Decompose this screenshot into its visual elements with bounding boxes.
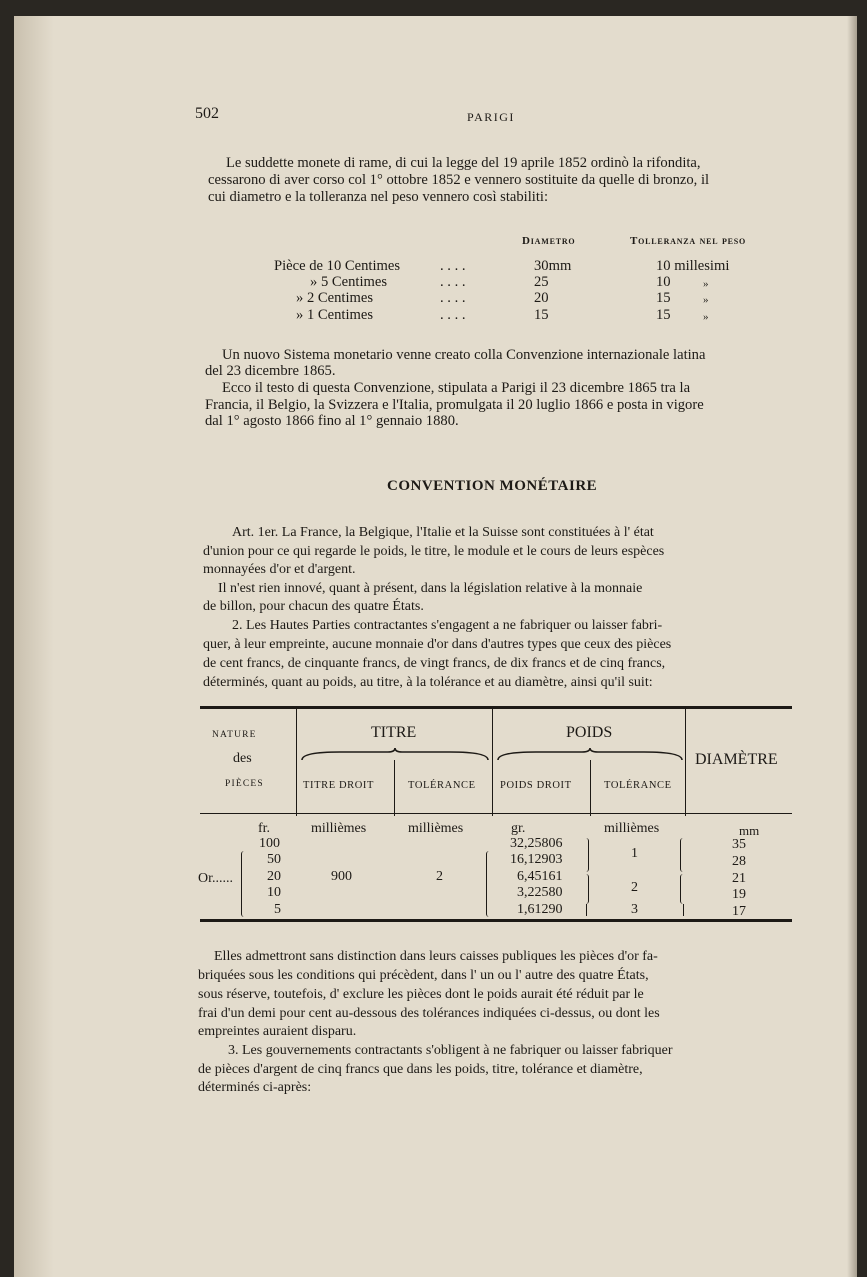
poids-droit-value: 3,22580 xyxy=(517,885,563,900)
poids-droit-value: 16,12903 xyxy=(510,852,563,867)
header-nature: NATURE xyxy=(212,730,257,740)
ditto-mark: » xyxy=(703,311,709,323)
bronze-row-diam: 15 xyxy=(534,307,549,323)
header-titre-droit: TITRE DROIT xyxy=(303,780,375,791)
header-poids-droit: POIDS DROIT xyxy=(500,780,572,791)
tolerance-poids-value: 1 xyxy=(631,846,638,861)
poids-droit-value: 6,45161 xyxy=(517,869,563,884)
header-tolerance-poids: TOLÉRANCE xyxy=(604,780,672,791)
art1-line-8: de cent francs, de cinquante francs, de vingt francs, de dix francs et de cinq francs, xyxy=(203,656,666,671)
bronze-row-label: » 2 Centimes xyxy=(296,290,374,306)
after-line-6: 3. Les gouvernements contractants s'obligent à ne fabriquer ou laisser fabriquer xyxy=(228,1043,673,1058)
bronze-row-label: » 1 Centimes xyxy=(296,307,374,323)
face-value: 50 xyxy=(267,852,281,867)
tol-brace xyxy=(680,874,683,904)
bronze-row-label: » 5 Centimes xyxy=(310,274,388,290)
header-des: des xyxy=(233,751,252,766)
table-divider xyxy=(296,709,297,816)
bronze-row-dots: . . . . xyxy=(440,290,466,306)
bronze-row-dots: . . . . xyxy=(440,307,466,323)
col-tolleranza: Tolleranza nel peso xyxy=(630,235,747,247)
bronze-row-label: Pièce de 10 Centimes xyxy=(274,258,401,274)
intro-line-1: Le suddette monete di rame, di cui la legge del 19 aprile 1852 ordinò la rifondita, xyxy=(226,155,701,171)
face-value: 5 xyxy=(274,902,281,917)
art1-line-2: d'union pour ce qui regarde le poids, le titre, le module et le cours de leurs espèces xyxy=(203,544,665,559)
face-value: 100 xyxy=(259,836,280,851)
art1-line-3: monnayées d'or et d'argent. xyxy=(203,562,356,577)
after-line-2: briquées sous les conditions qui précèdent, dans l' un ou l' autre des quatre États, xyxy=(198,968,649,983)
rows-brace xyxy=(241,851,244,917)
table-divider xyxy=(590,760,591,816)
face-value: 20 xyxy=(267,869,281,884)
table-header-rule xyxy=(200,813,792,814)
tolerance-poids-value: 2 xyxy=(631,880,638,895)
diametre-value: 35 xyxy=(732,837,746,852)
col-diametro: Diametro xyxy=(522,235,576,247)
titre-brace-icon xyxy=(300,748,490,762)
titre-droit-value: 900 xyxy=(331,869,352,884)
poids-brace-icon xyxy=(496,748,684,762)
bronze-row-dots: . . . . xyxy=(440,274,466,290)
table-bottom-rule xyxy=(200,919,792,922)
table-top-rule xyxy=(200,706,792,709)
after-line-7: de pièces d'argent de cinq francs que dans les poids, titre, tolérance et diamètre, xyxy=(198,1062,643,1077)
diametre-value: 17 xyxy=(732,904,746,919)
art1-line-7: quer, à leur empreinte, aucune monnaie d'or dans d'autres types que ceux des pièces xyxy=(203,637,672,652)
page-number: 502 xyxy=(195,105,219,122)
header-poids: POIDS xyxy=(566,724,613,741)
poids-droit-value: 32,25806 xyxy=(510,836,563,851)
unit-milliemes: millièmes xyxy=(311,821,367,836)
bronze-row-diam: 20 xyxy=(534,290,549,306)
table-divider xyxy=(394,760,395,816)
tol-brace xyxy=(586,838,589,872)
diametre-value: 19 xyxy=(732,887,746,902)
art1-line-1: Art. 1er. La France, la Belgique, l'Italie et la Suisse sont constituées à l' état xyxy=(232,525,654,540)
tol-brace xyxy=(586,874,589,904)
after-line-1: Elles admettront sans distinction dans leurs caisses publiques les pièces d'or fa- xyxy=(214,949,658,964)
bronze-row-tol: 15 xyxy=(656,307,671,323)
art1-line-5: de billon, pour chacun des quatre États. xyxy=(203,599,424,614)
ditto-mark: » xyxy=(703,294,709,306)
art1-line-4: Il n'est rien innové, quant à présent, dans la législation relative à la monnaie xyxy=(218,581,643,596)
header-diametre: DIAMÈTRE xyxy=(695,751,778,768)
bronze-row-diam: 25 xyxy=(534,274,549,290)
table-divider xyxy=(685,709,686,816)
intro-line-2: cessarono di aver corso col 1° ottobre 1852 e vennero sostituite da quelle di bronzo, il xyxy=(208,172,710,188)
table-divider xyxy=(492,709,493,816)
running-title: PARIGI xyxy=(467,110,515,124)
tolerance-poids-value: 3 xyxy=(631,902,638,917)
tolerance-titre-value: 2 xyxy=(436,869,443,884)
poids-droit-value: 1,61290 xyxy=(517,902,563,917)
unit-mm: mm xyxy=(739,823,760,838)
intro-line-3: cui diametro e la tolleranza nel peso vennero così stabiliti: xyxy=(208,189,548,205)
ditto-mark: » xyxy=(703,278,709,290)
para2-line-3: Ecco il testo di questa Convenzione, stipulata a Parigi il 23 dicembre 1865 tra la xyxy=(222,380,691,396)
tol-brace xyxy=(586,904,587,916)
face-value: 10 xyxy=(267,885,281,900)
after-line-4: frai d'un demi pour cent au-dessous des tolérances indiquées ci-dessus, ou dont les xyxy=(198,1006,660,1021)
bronze-row-tol: 10 millesimi xyxy=(656,258,730,274)
tol-brace xyxy=(683,904,684,916)
para2-line-5: dal 1° agosto 1866 fino al 1° gennaio 1880. xyxy=(205,413,459,429)
unit-fr: fr. xyxy=(258,821,271,836)
section-title: CONVENTION MONÉTAIRE xyxy=(387,478,598,494)
bronze-row-tol: 10 xyxy=(656,274,671,290)
after-line-5: empreintes auraient disparu. xyxy=(198,1024,357,1039)
header-pieces: PIÈCES xyxy=(225,779,264,789)
art1-line-6: 2. Les Hautes Parties contractantes s'engagent a ne fabriquer ou laisser fabri- xyxy=(232,618,663,633)
bronze-row-tol: 15 xyxy=(656,290,671,306)
art1-line-9: déterminés, quant au poids, au titre, à la tolérance et au diamètre, ainsi qu'il suit: xyxy=(203,675,653,690)
unit-gr: gr. xyxy=(511,821,526,836)
tol-brace xyxy=(680,838,683,872)
header-tolerance-titre: TOLÉRANCE xyxy=(408,780,476,791)
para2-line-4: Francia, il Belgio, la Svizzera e l'Italia, promulgata il 20 luglio 1866 e posta in vigore xyxy=(205,397,704,413)
diametre-value: 28 xyxy=(732,854,746,869)
diametre-value: 21 xyxy=(732,871,746,886)
para2-line-1: Un nuovo Sistema monetario venne creato colla Convenzione internazionale latina xyxy=(222,347,706,363)
para2-line-2: del 23 dicembre 1865. xyxy=(205,363,336,379)
header-titre: TITRE xyxy=(371,724,417,741)
bronze-row-diam: 30mm xyxy=(534,258,572,274)
after-line-8: déterminés ci-après: xyxy=(198,1080,312,1095)
metal-label: Or...... xyxy=(198,871,233,886)
unit-milliemes: millièmes xyxy=(604,821,660,836)
after-line-3: sous réserve, toutefois, d' exclure les pièces dont le poids aurait été réduit par le xyxy=(198,987,644,1002)
poids-brace xyxy=(486,851,489,917)
bronze-row-dots: . . . . xyxy=(440,258,466,274)
unit-milliemes: millièmes xyxy=(408,821,464,836)
